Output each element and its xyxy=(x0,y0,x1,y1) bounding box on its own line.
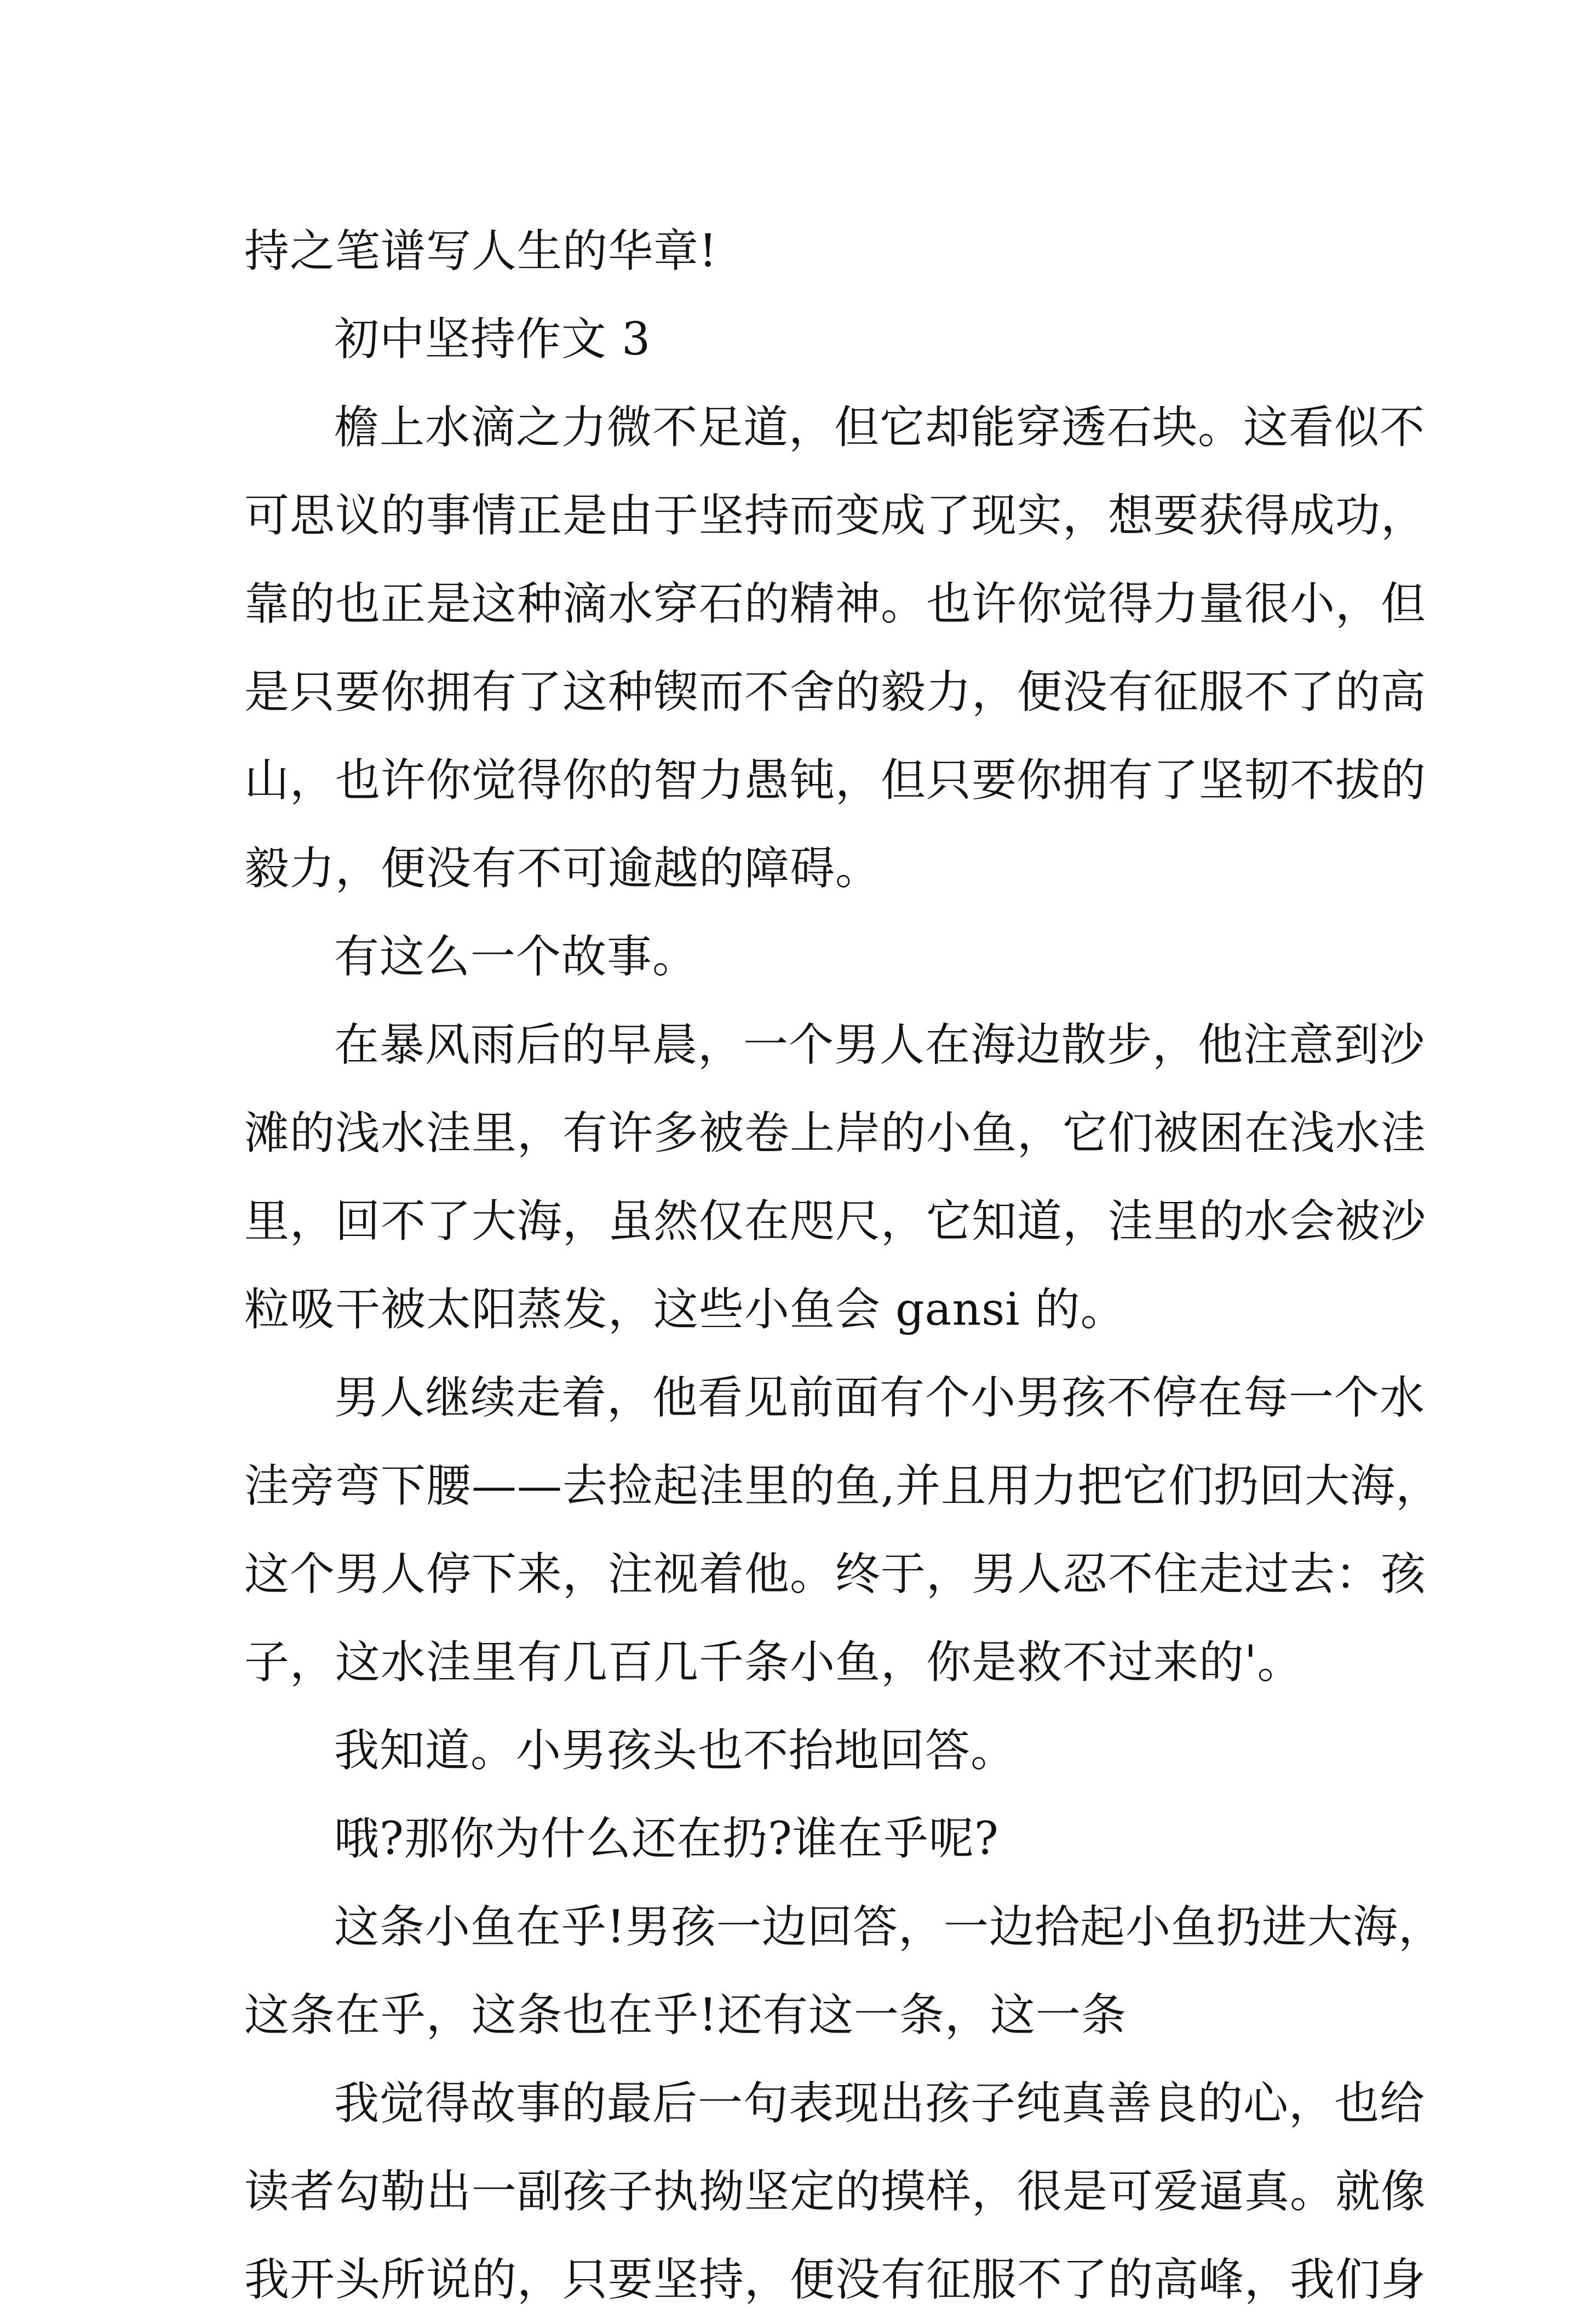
text-line: 我觉得故事的最后一句表现出孩子纯真善良的心，也给 xyxy=(334,2077,1426,2130)
text-line: 靠的也正是这种滴水穿石的精神。也许你觉得力量很小，但 xyxy=(244,578,1427,630)
text-line: 洼旁弯下腰——去捡起洼里的鱼,并且用力把它们扔回大海， xyxy=(244,1460,1442,1512)
text-line: 这条在乎，这条也在乎!还有这一条，这一条 xyxy=(244,1989,1127,2041)
text-line: 这条小鱼在乎!男孩一边回答，一边拾起小鱼扔进大海， xyxy=(334,1901,1444,1953)
text-line: 男人继续走着，他看见前面有个小男孩不停在每一个水 xyxy=(334,1372,1426,1424)
text-line: 哦?那你为什么还在扔?谁在乎呢? xyxy=(334,1813,999,1865)
text-line: 粒吸干被太阳蒸发，这些小鱼会 gansi 的。 xyxy=(244,1284,1126,1336)
text-line: 子，这水洼里有几百几千条小鱼，你是救不过来的'。 xyxy=(244,1636,1303,1688)
essay-body xyxy=(244,207,1444,2324)
text-line: 在暴风雨后的早晨，一个男人在海边散步，他注意到沙 xyxy=(334,1019,1426,1071)
text-line: 我开头所说的，只要坚持，便没有征服不了的高峰，我们身 xyxy=(244,2254,1427,2306)
text-line: 檐上水滴之力微不足道，但它却能穿透石块。这看似不 xyxy=(334,402,1426,454)
text-line: 毅力，便没有不可逾越的障碍。 xyxy=(244,843,881,895)
text-line: 山，也许你觉得你的智力愚钝，但只要你拥有了坚韧不拔的 xyxy=(244,754,1427,806)
text-line: 有这么一个故事。 xyxy=(334,931,698,983)
text-line: 这个男人停下来，注视着他。终于，男人忍不住走过去：孩 xyxy=(244,1548,1427,1600)
text-line: 读者勾勒出一副孩子执拗坚定的摸样，很是可爱逼真。就像 xyxy=(244,2166,1427,2218)
text-line: 可思议的事情正是由于坚持而变成了现实，想要获得成功， xyxy=(244,490,1427,542)
text-line: 滩的浅水洼里，有许多被卷上岸的小鱼，它们被困在浅水洼 xyxy=(244,1107,1427,1159)
text-line: 是只要你拥有了这种锲而不舍的毅力，便没有征服不了的高 xyxy=(244,666,1427,718)
text-line: 里，回不了大海，虽然仅在咫尺，它知道，洼里的水会被沙 xyxy=(244,1195,1427,1247)
text-line: 我知道。小男孩头也不抬地回答。 xyxy=(334,1725,1017,1777)
section-heading: 初中坚持作文 3 xyxy=(334,313,651,365)
text-line: 持之笔谱写人生的华章! xyxy=(244,225,717,277)
